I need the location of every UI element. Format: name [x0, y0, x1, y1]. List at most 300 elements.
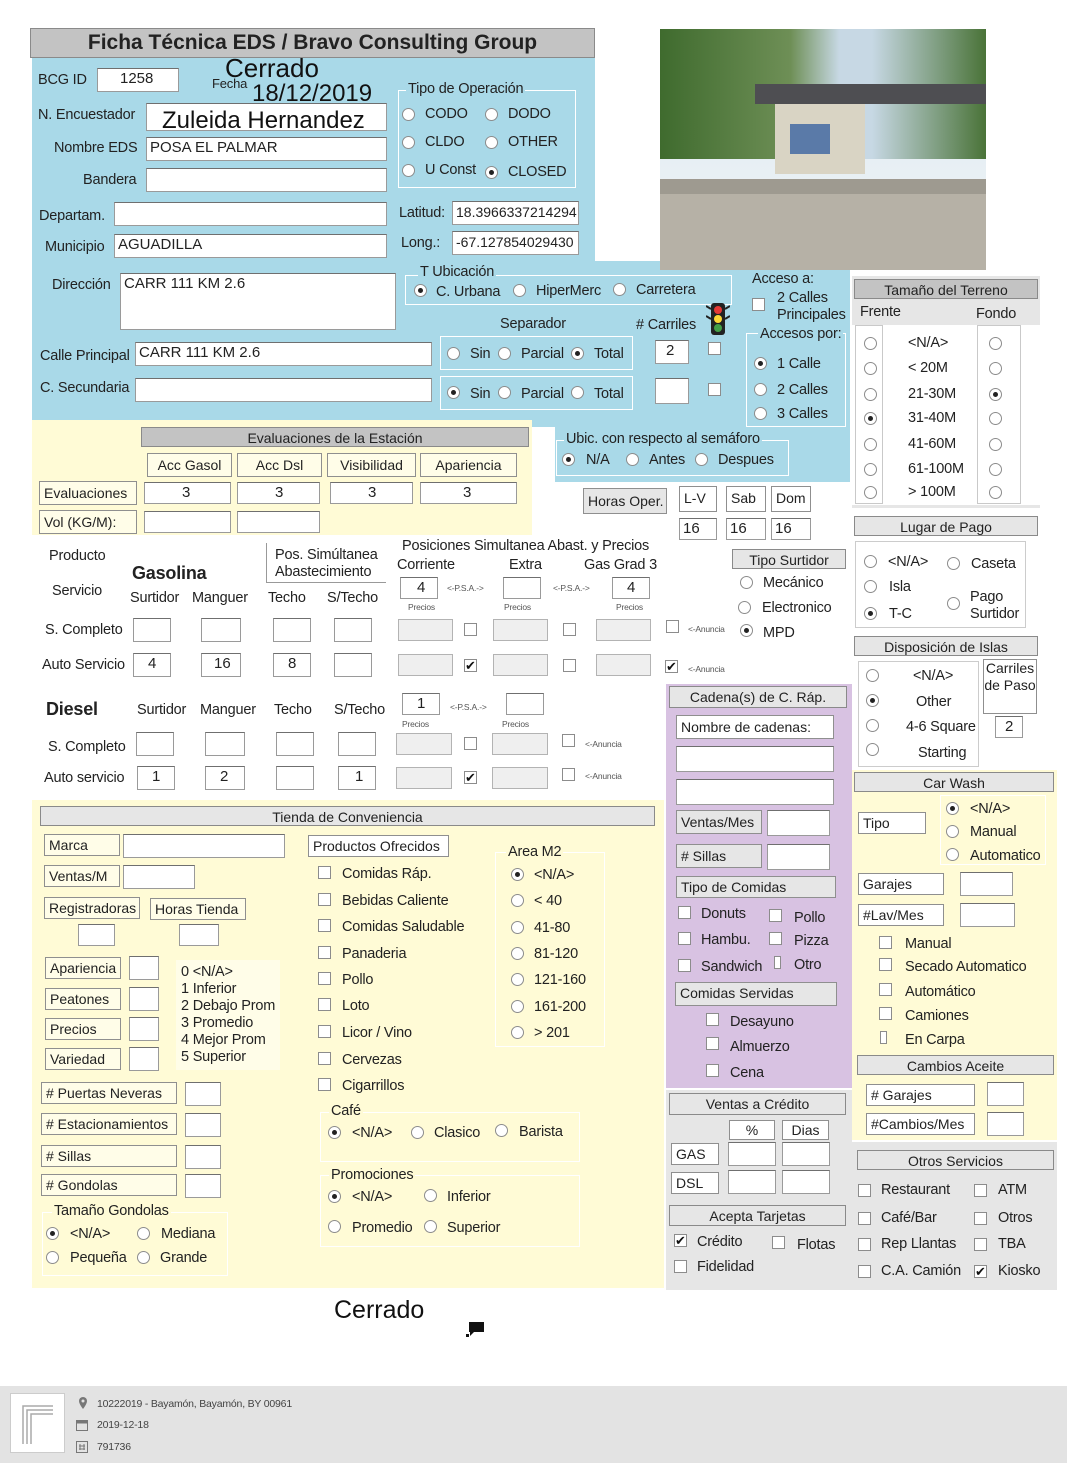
dsl-auto-surtidor[interactable]: 1	[137, 766, 175, 790]
radio-mpd[interactable]	[740, 624, 753, 637]
dsl-auto-precio1[interactable]	[396, 767, 452, 789]
radio-area-4[interactable]	[511, 973, 524, 986]
sep2-sin[interactable]	[447, 386, 460, 399]
credito-gas-dias[interactable]	[782, 1142, 830, 1166]
semaforo-title: Ubic. con respecto al semáforo	[566, 431, 760, 447]
radio-area-6-label: > 201	[534, 1025, 570, 1041]
gas-auto-precio2[interactable]	[493, 654, 548, 676]
eval-accdsl-field[interactable]: 3	[237, 482, 320, 504]
pos-precios-label: Posiciones Simultanea Abast. y Precios	[402, 538, 650, 554]
dsl-auto-manguer[interactable]: 2	[205, 766, 245, 790]
radio-gond-na[interactable]	[46, 1227, 59, 1240]
radio-gond-pequena-label: Pequeña	[70, 1250, 127, 1266]
puertas-field[interactable]	[185, 1082, 221, 1106]
chk-otros-7[interactable]: ✔	[975, 1264, 986, 1279]
chk-otros-6[interactable]	[858, 1265, 871, 1278]
radio-1calle-label: 1 Calle	[777, 356, 821, 372]
dsl-completo-anuncia: <-Anuncia	[585, 739, 622, 749]
radio-semaforo-despues[interactable]	[695, 453, 708, 466]
radio-fondo-0[interactable]	[989, 337, 1002, 350]
chk-producto-1-label: Bebidas Caliente	[342, 893, 449, 909]
aceite-title: Cambios Aceite	[857, 1055, 1054, 1075]
radio-frente-2[interactable]	[864, 388, 877, 401]
scale-2: 2 Debajo Prom	[181, 998, 276, 1014]
radio-cldo[interactable]	[402, 136, 415, 149]
precios-label-3: Precios	[616, 602, 643, 612]
chk-pollo-cr[interactable]	[769, 909, 782, 922]
calle-field[interactable]: CARR 111 KM 2.6	[135, 342, 432, 366]
eval-peatones-field[interactable]	[129, 987, 159, 1011]
radio-cw-manual[interactable]	[946, 825, 959, 838]
eval-precios-field[interactable]	[129, 1017, 159, 1041]
bandera-field[interactable]	[146, 168, 387, 192]
chk-almuerzo[interactable]	[706, 1037, 719, 1050]
sep1-parcial[interactable]	[498, 347, 511, 360]
radio-islas-square-label: 4-6 Square	[906, 719, 976, 735]
chk-cw-automatico[interactable]	[879, 983, 892, 996]
servicio-label: Servicio	[52, 583, 102, 599]
gas-completo-precio2[interactable]	[493, 619, 548, 641]
fondo-label: Fondo	[976, 306, 1017, 322]
eval-apariencia-tienda-field[interactable]	[129, 956, 159, 980]
radio-area-1-label: < 40	[534, 893, 562, 909]
eval-col-visibilidad: Visibilidad	[327, 453, 416, 477]
radio-pago-na[interactable]	[864, 555, 877, 568]
radio-gond-grande-label: Grande	[160, 1250, 208, 1266]
chk-producto-8-label: Cigarrillos	[342, 1078, 405, 1094]
radio-promo-inferior[interactable]	[424, 1189, 437, 1202]
vol-gas-field[interactable]	[144, 511, 231, 533]
eval-visibilidad-field[interactable]: 3	[330, 482, 413, 504]
gas-completo-stecho[interactable]	[334, 618, 372, 642]
radio-1calle[interactable]	[754, 357, 767, 370]
cadenas-nombre-1[interactable]	[676, 746, 834, 772]
dsl-auto-chk1[interactable]: ✔	[465, 770, 476, 785]
gondolas-field[interactable]	[185, 1174, 221, 1198]
radio-pago-tc[interactable]	[864, 607, 877, 620]
radio-frente-4[interactable]	[864, 438, 877, 451]
radio-promo-na-label: <N/A>	[352, 1189, 393, 1205]
dsl-auto-precio2[interactable]	[492, 767, 548, 789]
gas-completo-anuncia-chk[interactable]	[666, 620, 679, 633]
chk-otros-2[interactable]	[858, 1212, 871, 1225]
gas-auto-techo[interactable]: 8	[273, 653, 311, 677]
carriles-paso-field[interactable]: 2	[995, 716, 1023, 738]
direccion-field[interactable]: CARR 111 KM 2.6	[120, 273, 396, 330]
dsl-completo-stecho[interactable]	[338, 732, 376, 756]
gondolas-label: # Gondolas	[41, 1174, 177, 1196]
chk-otros-5-label: TBA	[998, 1236, 1026, 1252]
chk-donuts[interactable]	[678, 906, 691, 919]
dsl-completo-precio1[interactable]	[396, 733, 452, 755]
radio-islas-na[interactable]	[866, 669, 879, 682]
dsl-completo-precio2[interactable]	[492, 733, 548, 755]
chk-producto-4[interactable]	[318, 972, 331, 985]
gas-completo-precio1[interactable]	[398, 619, 453, 641]
registradoras-field[interactable]	[78, 924, 115, 946]
radio-pago-isla[interactable]	[864, 580, 877, 593]
radio-dodo-label: DODO	[508, 106, 551, 122]
gasgrad-field[interactable]: 4	[612, 577, 650, 599]
chk-producto-5[interactable]	[318, 998, 331, 1011]
radio-semaforo-antes-label: Antes	[649, 452, 686, 468]
scale-0: 0 <N/A>	[181, 964, 233, 980]
radio-pago-surtidor[interactable]	[947, 597, 960, 610]
dsl-completo-surtidor[interactable]	[136, 732, 174, 756]
radio-fondo-1[interactable]	[989, 362, 1002, 375]
dsl-psa-field[interactable]: 1	[402, 693, 440, 715]
registradoras-label: Registradoras	[44, 897, 140, 919]
chk-otro[interactable]	[774, 956, 781, 969]
chk-sandwich[interactable]	[678, 959, 691, 972]
chk-otros-3[interactable]	[974, 1212, 987, 1225]
lat-field[interactable]: 18.3966337214294	[452, 201, 579, 225]
hash-icon	[76, 1440, 88, 1452]
cadenas-sillas-field[interactable]	[767, 844, 830, 870]
surveyor-overlay: Zuleida Hernandez	[162, 107, 365, 134]
radio-urbana[interactable]	[414, 284, 427, 297]
tienda-sillas-field[interactable]	[185, 1145, 221, 1169]
chk-sandwich-label: Sandwich	[701, 959, 763, 975]
corriente-label: Corriente	[397, 557, 455, 573]
cadenas-nombre-2[interactable]	[676, 779, 834, 805]
radio-area-4-label: 121-160	[534, 972, 586, 988]
gas-auto-chk1[interactable]: ✔	[465, 658, 476, 673]
sep2-total[interactable]	[571, 386, 584, 399]
radio-mecanico-label: Mecánico	[763, 575, 824, 591]
marca-field[interactable]	[123, 834, 285, 858]
separador-title: Separador	[500, 316, 566, 332]
credito-dsl-pct[interactable]	[728, 1170, 776, 1194]
secundaria-label: C. Secundaria	[40, 380, 130, 396]
terreno-opt-5: 61-100M	[908, 461, 964, 477]
gas-auto-anuncia: <-Anuncia	[688, 664, 725, 674]
radio-area-6[interactable]	[511, 1026, 524, 1039]
eval-variedad-label: Variedad	[45, 1048, 121, 1070]
radio-other[interactable]	[485, 136, 498, 149]
departam-field[interactable]	[114, 202, 387, 226]
status-bottom: Cerrado	[334, 1296, 425, 1324]
gas-auto-anuncia-chk[interactable]: ✔	[666, 659, 677, 674]
productos-title: Productos Ofrecidos	[308, 835, 449, 857]
vol-dsl-field[interactable]	[237, 511, 320, 533]
radio-hipermerc[interactable]	[513, 284, 526, 297]
dsl-precios-2: Precios	[502, 719, 529, 729]
chk-fidelidad-label: Fidelidad	[697, 1259, 755, 1275]
accesos-por-label: Accesos por:	[760, 326, 842, 342]
sep2-sin-label: Sin	[470, 386, 491, 402]
long-field[interactable]: -67.127854029430	[452, 231, 579, 255]
carriles2-field[interactable]	[655, 378, 689, 404]
chk-cena[interactable]	[706, 1064, 719, 1077]
radio-cw-na[interactable]	[946, 802, 959, 815]
chk-otros-1-label: ATM	[998, 1182, 1027, 1198]
dsl-psa2-field[interactable]	[506, 693, 544, 715]
radio-cafe-clasico[interactable]	[411, 1126, 424, 1139]
chk-flotas[interactable]	[772, 1236, 785, 1249]
eval-peatones-label: Peatones	[45, 988, 121, 1010]
gas-completo-surtidor[interactable]	[133, 618, 171, 642]
radio-gond-mediana[interactable]	[137, 1227, 150, 1240]
radio-mecanico[interactable]	[740, 576, 753, 589]
chk-hambu[interactable]	[678, 932, 691, 945]
chk-otros-4[interactable]	[858, 1238, 871, 1251]
chk-otros-0[interactable]	[858, 1184, 871, 1197]
chk-cw-carpa-label: En Carpa	[905, 1032, 965, 1048]
radio-promo-superior[interactable]	[424, 1220, 437, 1233]
carriles-field[interactable]: 2	[655, 340, 689, 364]
radio-cw-auto[interactable]	[946, 848, 959, 861]
horas-dom-field[interactable]: 16	[771, 518, 811, 540]
radio-gond-pequena[interactable]	[46, 1251, 59, 1264]
chk-credito[interactable]: ✔	[675, 1233, 686, 1248]
radio-area-3-label: 81-120	[534, 946, 578, 962]
sep2-parcial[interactable]	[498, 386, 511, 399]
dsl-completo-manguer[interactable]	[205, 732, 245, 756]
radio-area-2[interactable]	[511, 921, 524, 934]
credito-dsl-dias[interactable]	[782, 1170, 830, 1194]
chk-cena-label: Cena	[730, 1065, 764, 1081]
tienda-ventas-field[interactable]	[123, 865, 195, 889]
aceite-cambios-field[interactable]	[987, 1112, 1024, 1136]
comidas-servidas-label: Comidas Servidas	[675, 982, 837, 1006]
radio-frente-5[interactable]	[864, 463, 877, 476]
chk-producto-0[interactable]	[318, 866, 331, 879]
estacionamientos-label: # Estacionamientos	[41, 1113, 177, 1135]
chk-cw-manual[interactable]	[879, 936, 892, 949]
radio-cafe-na[interactable]	[328, 1126, 341, 1139]
extra-field[interactable]	[503, 577, 541, 599]
radio-semaforo-na[interactable]	[562, 453, 575, 466]
gas-auto-chk2[interactable]	[563, 659, 576, 672]
radio-fondo-6[interactable]	[989, 486, 1002, 499]
radio-area-5[interactable]	[511, 1000, 524, 1013]
gas-auto-surtidor[interactable]: 4	[133, 653, 171, 677]
chk-producto-0-label: Comidas Ráp.	[342, 866, 432, 882]
radio-dodo[interactable]	[485, 108, 498, 121]
radio-frente-1[interactable]	[864, 362, 877, 375]
radio-area-2-label: 41-80	[534, 920, 571, 936]
credito-gas-pct[interactable]	[728, 1142, 776, 1166]
chk-producto-3[interactable]	[318, 946, 331, 959]
radio-pago-na-label: <N/A>	[888, 554, 929, 570]
eval-variedad-field[interactable]	[129, 1047, 159, 1071]
chk-cw-camiones-label: Camiones	[905, 1008, 969, 1024]
lat-label: Latitud:	[399, 205, 445, 221]
dsl-completo-chk1[interactable]	[464, 737, 477, 750]
chk-cw-camiones[interactable]	[879, 1007, 892, 1020]
chk-fidelidad[interactable]	[674, 1260, 687, 1273]
radio-electronico[interactable]	[738, 601, 751, 614]
radio-pago-caseta[interactable]	[947, 557, 960, 570]
municipio-label: Municipio	[45, 239, 105, 255]
estacionamientos-field[interactable]	[185, 1113, 221, 1137]
bcg-id-label: BCG ID	[38, 72, 87, 88]
dsl-completo-anuncia-chk[interactable]	[562, 734, 575, 747]
radio-islas-starting-label: Starting	[918, 745, 967, 761]
eval-col-apariencia: Apariencia	[420, 453, 517, 477]
gas-auto-precio3[interactable]	[596, 654, 651, 676]
radio-pago-surtidor-label: Pago Surtidor	[970, 589, 1020, 622]
sep1-total[interactable]	[571, 347, 584, 360]
radio-closed[interactable]	[485, 166, 498, 179]
chk-desayuno[interactable]	[706, 1013, 719, 1026]
station-photo	[660, 29, 986, 270]
psa-extra: <-P.S.A.->	[553, 583, 590, 593]
bcg-id-field[interactable]: 1258	[97, 68, 179, 92]
radio-mpd-label: MPD	[763, 625, 795, 641]
gas-completo-manguer[interactable]	[201, 618, 241, 642]
secundaria-field[interactable]	[135, 378, 432, 402]
carwash-garajes-field[interactable]	[960, 872, 1013, 896]
radio-frente-3[interactable]	[864, 412, 877, 425]
acceso-2calles-check[interactable]	[752, 298, 765, 311]
radio-islas-other[interactable]	[866, 694, 879, 707]
radio-carretera[interactable]	[613, 283, 626, 296]
frente-label: Frente	[860, 304, 901, 320]
chk-producto-8[interactable]	[318, 1078, 331, 1091]
cadenas-nombre-label: Nombre de cadenas:	[676, 715, 834, 739]
radio-fondo-3[interactable]	[989, 412, 1002, 425]
radio-frente-6[interactable]	[864, 486, 877, 499]
radio-islas-square[interactable]	[866, 719, 879, 732]
surtidor-title: Tipo Surtidor	[732, 549, 846, 569]
horas-lv-field[interactable]: 16	[679, 518, 717, 540]
carwash-lav-field[interactable]	[960, 903, 1015, 927]
radio-3calles[interactable]	[754, 407, 767, 420]
long-label: Long.:	[401, 235, 441, 251]
gas-completo-precio3[interactable]	[596, 619, 651, 641]
horas-tienda-field[interactable]	[179, 924, 219, 946]
islas-title: Disposición de Islas	[854, 636, 1038, 656]
radio-electronico-label: Electronico	[762, 600, 832, 616]
radio-fondo-4[interactable]	[989, 438, 1002, 451]
chk-cw-automatico-label: Automático	[905, 984, 976, 1000]
chk-cw-secado[interactable]	[879, 958, 892, 971]
aceite-garajes-label: # Garajes	[866, 1084, 975, 1106]
credito-title: Ventas a Crédito	[669, 1093, 846, 1115]
radio-closed-label: CLOSED	[508, 164, 567, 180]
gondolas-group	[42, 1212, 228, 1276]
chk-otros-5[interactable]	[974, 1238, 987, 1251]
cadenas-ventas-field[interactable]	[767, 810, 830, 836]
chk-otros-1[interactable]	[974, 1184, 987, 1197]
radio-gond-grande[interactable]	[137, 1251, 150, 1264]
radio-3calles-label: 3 Calles	[777, 406, 828, 422]
radio-cafe-barista[interactable]	[495, 1124, 508, 1137]
dsl-completo-label: S. Completo	[48, 739, 126, 755]
radio-codo[interactable]	[402, 108, 415, 121]
gas-completo-chk2[interactable]	[563, 623, 576, 636]
nombre-field[interactable]: POSA EL PALMAR	[146, 137, 387, 161]
chk-pollo-cr-label: Pollo	[794, 910, 826, 926]
dsl-auto-techo[interactable]	[276, 766, 314, 790]
radio-promo-na[interactable]	[328, 1190, 341, 1203]
cadenas-ventas-label: Ventas/Mes	[676, 810, 762, 834]
promo-title: Promociones	[331, 1167, 414, 1183]
gas-completo-label: S. Completo	[45, 622, 123, 638]
chk-pizza[interactable]	[769, 932, 782, 945]
chk-producto-7[interactable]	[318, 1052, 331, 1065]
radio-area-3[interactable]	[511, 947, 524, 960]
aceite-garajes-field[interactable]	[987, 1082, 1024, 1106]
municipio-field[interactable]: AGUADILLA	[114, 234, 387, 258]
radio-uconst[interactable]	[402, 164, 415, 177]
gas-auto-manguer[interactable]: 16	[201, 653, 241, 677]
footer-date: 2019-12-18	[97, 1419, 149, 1431]
chk-otros-0-label: Restaurant	[881, 1182, 950, 1198]
dsl-auto-anuncia-chk[interactable]	[562, 768, 575, 781]
radio-cafe-na-label: <N/A>	[352, 1125, 393, 1141]
dsl-completo-techo[interactable]	[276, 732, 314, 756]
chk-cw-carpa[interactable]	[880, 1031, 887, 1044]
tarjetas-title: Acepta Tarjetas	[669, 1205, 846, 1226]
radio-area-0[interactable]	[511, 868, 524, 881]
otros-title: Otros Servicios	[857, 1150, 1054, 1170]
radio-frente-0[interactable]	[864, 337, 877, 350]
precios-label-2: Precios	[504, 602, 531, 612]
document-thumbnail-icon[interactable]	[10, 1393, 65, 1453]
dsl-precios-1: Precios	[402, 719, 429, 729]
radio-codo-label: CODO	[425, 106, 468, 122]
horas-lv-label: L-V	[679, 486, 717, 512]
status-overlay: Cerrado	[225, 53, 319, 83]
comment-icon[interactable]	[466, 1320, 486, 1340]
gas-auto-label: Auto Servicio	[42, 657, 125, 673]
gas-col-surtidor: Surtidor	[130, 590, 180, 606]
sep2-parcial-label: Parcial	[521, 386, 564, 402]
horas-label: Horas Oper.	[583, 488, 667, 514]
radio-cw-auto-label: Automatico	[970, 848, 1041, 864]
date-overlay: 18/12/2019	[252, 80, 373, 107]
credito-dias-label: Dias	[782, 1120, 829, 1140]
radio-2calles[interactable]	[754, 383, 767, 396]
radio-area-1[interactable]	[511, 894, 524, 907]
promo-group	[320, 1175, 580, 1247]
gas-auto-precio1[interactable]	[398, 654, 453, 676]
operacion-title: Tipo de Operación	[408, 81, 524, 97]
radio-semaforo-antes[interactable]	[626, 453, 639, 466]
horas-sab-field[interactable]: 16	[726, 518, 766, 540]
radio-fondo-5[interactable]	[989, 463, 1002, 476]
corriente-field[interactable]: 4	[400, 577, 438, 599]
dsl-auto-stecho[interactable]: 1	[338, 766, 376, 790]
radio-area-0-label: <N/A>	[534, 867, 575, 883]
chk-producto-2[interactable]	[318, 919, 331, 932]
eval-apariencia-field[interactable]: 3	[420, 482, 517, 504]
carriles-check-1[interactable]	[708, 342, 721, 355]
gas-completo-chk1[interactable]	[464, 623, 477, 636]
departam-label: Departam.	[39, 208, 105, 224]
carriles-check-2[interactable]	[708, 383, 721, 396]
radio-islas-na-label: <N/A>	[913, 668, 954, 684]
eval-col-accgasol: Acc Gasol	[147, 453, 232, 477]
radio-2calles-label: 2 Calles	[777, 382, 828, 398]
eval-accgasol-field[interactable]: 3	[144, 482, 231, 504]
carriles-label: # Carriles	[636, 317, 697, 333]
radio-fondo-2[interactable]	[989, 388, 1002, 401]
chk-producto-6[interactable]	[318, 1025, 331, 1038]
sep1-sin[interactable]	[447, 347, 460, 360]
pago-title: Lugar de Pago	[854, 516, 1038, 536]
radio-islas-starting[interactable]	[866, 743, 879, 756]
encuestador-label: N. Encuestador	[38, 107, 136, 123]
chk-producto-1[interactable]	[318, 893, 331, 906]
gas-completo-techo[interactable]	[273, 618, 311, 642]
gas-auto-stecho[interactable]	[334, 653, 372, 677]
gas-col-manguer: Manguer	[192, 590, 248, 606]
radio-promo-promedio[interactable]	[328, 1220, 341, 1233]
